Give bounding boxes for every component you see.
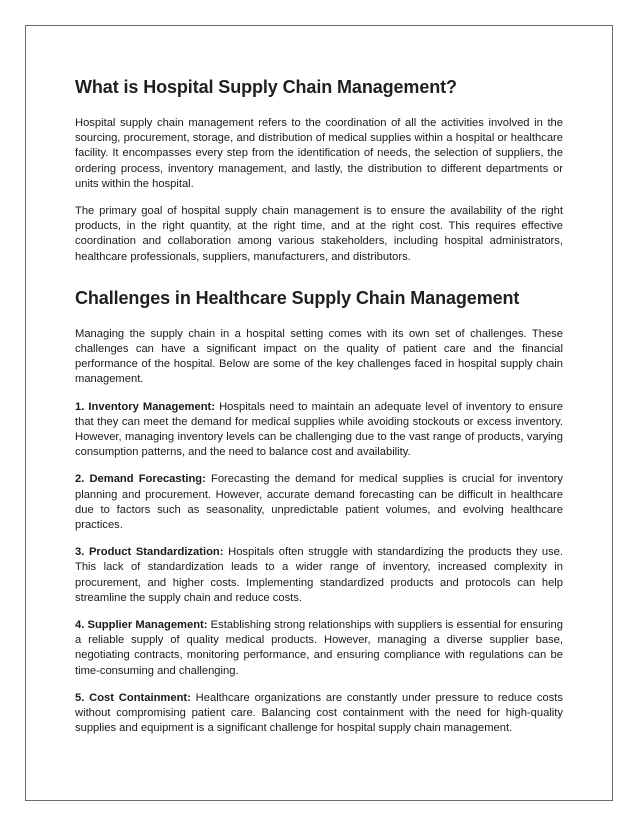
challenge-text: Hospitals often struggle with standardizing the products they use. This lack of standardization leads to a wider range of inventory, increased complexity in procurement, and higher costs. Implementing standardized products and protocols can help streamline the supply chain and reduce costs. (75, 546, 563, 604)
challenge-cost-containment (75, 691, 563, 737)
challenge-text: Establishing strong relationships with suppliers is essential for ensuring a reliable supply of quality medical products. However, managing a diverse supplier base, negotiating contracts, monitoring performance, and ensuring compliance with regulations can be time-consuming and challenging. (75, 619, 563, 677)
challenge-title: 1. Inventory Management: (75, 400, 215, 413)
challenges-intro-paragraph: Managing the supply chain in a hospital setting comes with its own set of challenges. These challenges can have a significant impact on the quality of patient care and the financial performance of the hospital. Below are some of the key challenges faced in hospital supply chain management. (75, 327, 563, 386)
challenge-title: 2. Demand Forecasting: (75, 473, 206, 486)
challenge-text: Forecasting the demand for medical supplies is crucial for inventory planning and procurement. However, accurate demand forecasting can be difficult in healthcare due to factors such as seasonality, unpredictable patient volumes, and evolving healthcare practices. (75, 473, 563, 532)
challenge-demand-forecasting (75, 472, 563, 533)
goal-paragraph: The primary goal of hospital supply chain management is to ensure the availability of the right products, in the right quantity, at the right time, and at the right cost. This requires effective coordination and collaboration among various stakeholders, including hospital administrators, healthcare professionals, suppliers, manufacturers, and distributors. (75, 205, 563, 263)
challenge-text: Hospitals need to maintain an adequate level of inventory to ensure that they can meet the demand for medical supplies while avoiding stockouts or excess inventory. However, managing inventory levels can be challenging due to the vast range of products, varying consumption patterns, and the need to balance cost and availability. (75, 400, 563, 459)
challenge-text: Healthcare organizations are constantly under pressure to reduce costs without compromising patient care. Balancing cost containment with the need for high-quality supplies and equipment is a significant challenge for hospital supply chain management. (75, 691, 564, 735)
document-body (75, 76, 563, 749)
section-heading-challenges: Challenges in Healthcare Supply Chain Management (75, 287, 520, 308)
challenge-supplier-management (75, 618, 563, 679)
intro-paragraph: Hospital supply chain management refers to the coordination of all the activities involved in the sourcing, procurement, storage, and distribution of medical supplies within a hospital or healthcare facility. It encompasses every step from the identification of needs, the selection of suppliers, the ordering process, inventory management, and lastly, the distribution to different departments or units within the hospital. (75, 117, 563, 190)
challenge-product-standardization (75, 545, 563, 606)
challenge-title: 3. Product Standardization: (75, 546, 224, 559)
challenge-title: 5. Cost Containment: (75, 691, 191, 704)
challenge-inventory-management (75, 400, 563, 461)
challenge-title: 4. Supplier Management: (75, 619, 208, 632)
section-heading-what-is: What is Hospital Supply Chain Management? (75, 77, 457, 97)
